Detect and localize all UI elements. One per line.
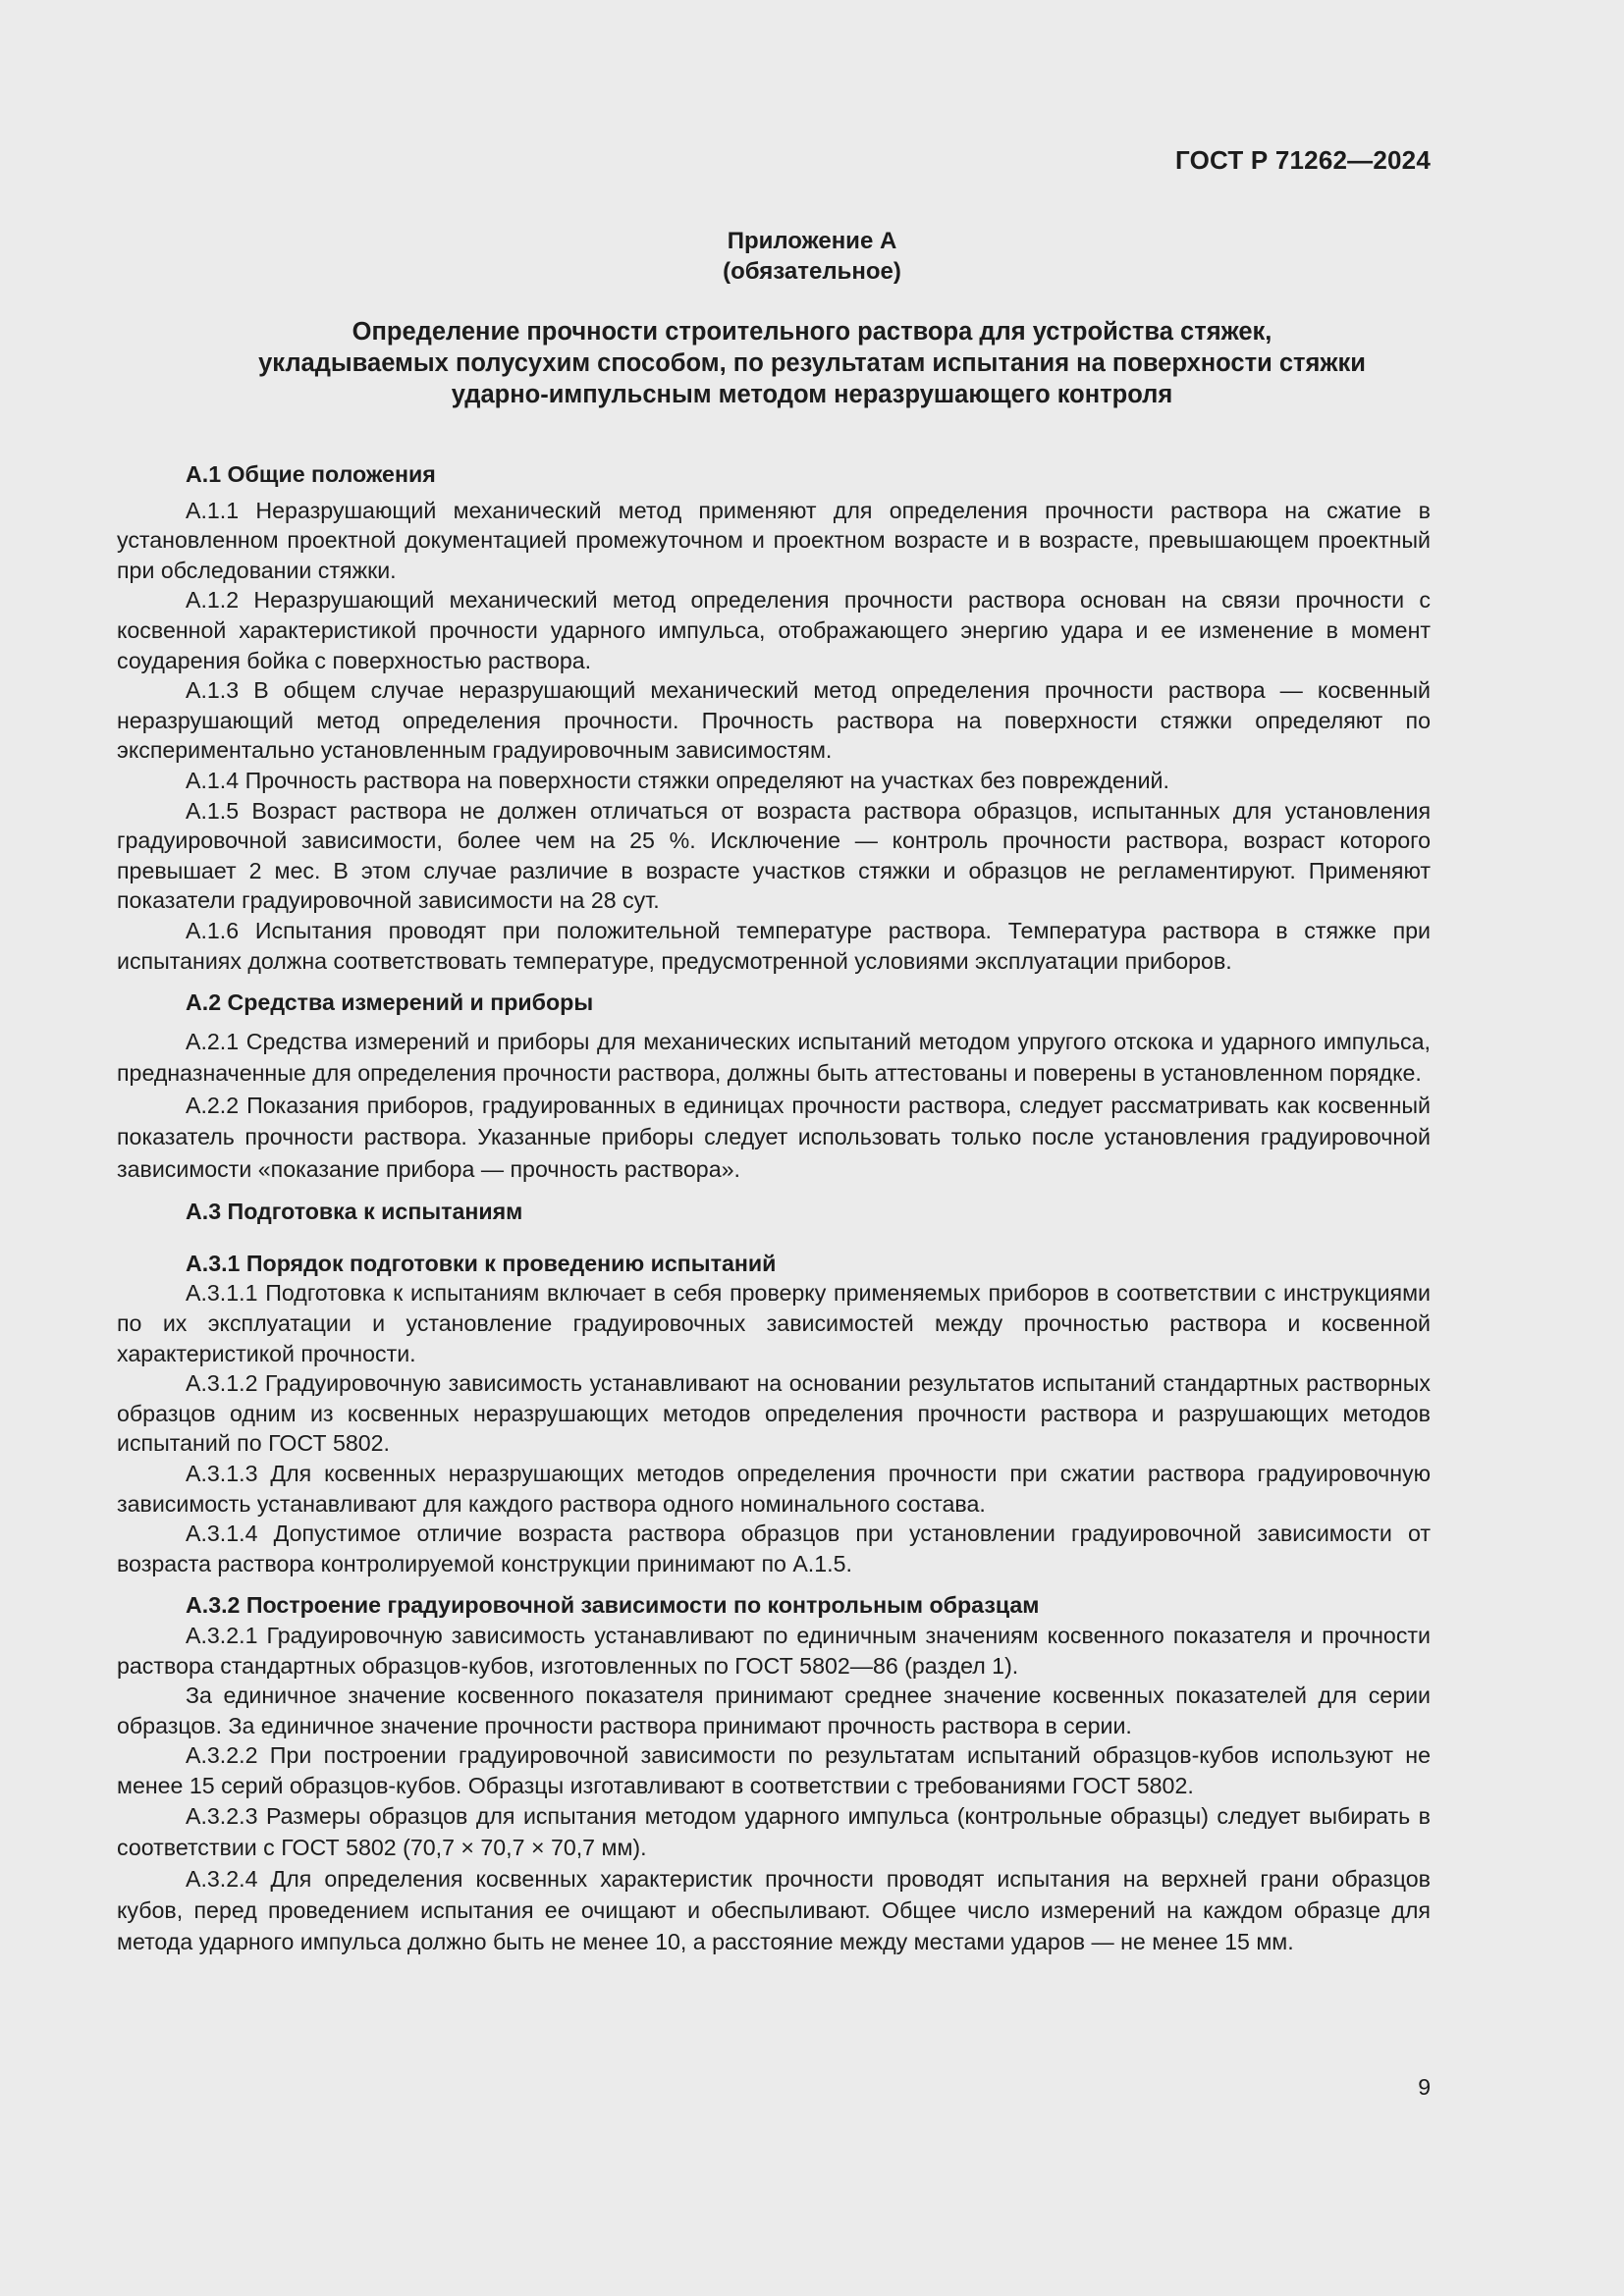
paragraph-a3-1-2: А.3.1.2 Градуировочную зависимость устанавливают на основании результатов испытаний стандартных растворных образцов одним из косвенных неразрушающих методов определения прочности раствора и разрушающих методов испытаний по ГОСТ 5802. — [117, 1370, 1431, 1457]
section-heading-a1: А.1 Общие положения — [186, 461, 436, 487]
paragraph-a3-2-1: А.3.2.1 Градуировочную зависимость устанавливают по единичным значениям косвенного показателя и прочности раствора стандартных образцов-кубов, изготовленных по ГОСТ 5802—86 (раздел 1). — [117, 1622, 1431, 1679]
paragraph-a2-1: А.2.1 Средства измерений и приборы для механических испытаний методом упругого отскока и ударного импульса, предназначенные для определения прочности раствора, должны быть аттестованы и поверены в установленном порядке. — [117, 1028, 1431, 1087]
section-heading-a2: А.2 Средства измерений и приборы — [186, 989, 594, 1016]
paragraph-a3-2-4: А.3.2.4 Для определения косвенных характеристик прочности проводят испытания на верхней грани образцов кубов, перед проведением испытания ее очищают и обеспыливают. Общее число измерений на каждом образце для метода ударного импульса должно быть не менее 10, а расстояние между местами ударов — не менее 15 мм. — [117, 1866, 1431, 1955]
paragraph-a3-1-4: А.3.1.4 Допустимое отличие возраста раствора образцов при установлении градуировочной зависимости от возраста раствора контролируемой конструкции принимают по А.1.5. — [117, 1521, 1431, 1576]
title-line: укладываемых полусухим способом, по результатам испытания на поверхности стяжки — [258, 349, 1366, 377]
paragraph-a3-1-3: А.3.1.3 Для косвенных неразрушающих методов определения прочности при сжатии раствора градуировочную зависимость устанавливают для каждого раствора одного номинального состава. — [117, 1460, 1431, 1517]
appendix-heading — [0, 226, 1624, 287]
paragraph-a1-1: А.1.1 Неразрушающий механический метод применяют для определения прочности раствора на сжатие в установленном проектной документацией промежуточном и проектном возрасте и в возрасте, превышающем проектный при обследовании стяжки. — [117, 497, 1431, 583]
paragraph-a2-2: А.2.2 Показания приборов, градуированных в единицах прочности раствора, следует рассматривать как косвенный показатель прочности раствора. Указанные приборы следует использовать только после установления градуировочной зависимости «показание прибора — прочность раствора». — [117, 1092, 1431, 1182]
paragraph-a3-1-1: А.3.1.1 Подготовка к испытаниям включает в себя проверку применяемых приборов в соответствии с инструкциями по их эксплуатации и установление градуировочных зависимостей между прочностью раствора и косвенной характеристикой прочности. — [117, 1280, 1431, 1366]
page-number: 9 — [1418, 2074, 1431, 2100]
paragraph-a1-5: А.1.5 Возраст раствора не должен отличаться от возраста раствора образцов, испытанных для установления градуировочной зависимости, более чем на 25 %. Исключение — контроль прочности раствора, возраст которого превышает 2 мес. В этом случае различие в возрасте участков стяжки и образцов не регламентируют. Применяют показатели градуировочной зависимости на 28 сут. — [117, 797, 1431, 914]
paragraph-a3-2-2: А.3.2.2 При построении градуировочной зависимости по результатам испытаний образцов-кубов используют не менее 15 серий образцов-кубов. Образцы изготавливают в соответствии с требованиями ГОСТ 5802. — [117, 1742, 1431, 1798]
title-line: Определение прочности строительного раствора для устройства стяжек, — [352, 318, 1272, 346]
paragraph-a1-2: А.1.2 Неразрушающий механический метод определения прочности раствора основан на связи прочности с косвенной характеристикой прочности ударного импульса, отображающего энергию удара и ее изменение в момент соударения бойка с поверхностью раствора. — [117, 587, 1431, 673]
appendix-label: Приложение А — [727, 228, 897, 254]
document-code: ГОСТ Р 71262—2024 — [1175, 145, 1431, 175]
paragraph-a3-2-3: А.3.2.3 Размеры образцов для испытания методом ударного импульса (контрольные образцы) следует выбирать в соответствии с ГОСТ 5802 (70,7 × 70,7 × 70,7 мм). — [117, 1803, 1431, 1861]
title-line: ударно-импульсным методом неразрушающего контроля — [451, 381, 1173, 408]
section-heading-a3: А.3 Подготовка к испытаниям — [186, 1199, 523, 1225]
paragraph-a3-2-1-note: За единичное значение косвенного показателя принимают среднее значение косвенных показателей для серии образцов. За единичное значение прочности раствора принимают прочность раствора в серии. — [117, 1682, 1431, 1738]
paragraph-a1-6: А.1.6 Испытания проводят при положительной температуре раствора. Температура раствора в стяжке при испытаниях должна соответствовать температуре, предусмотренной условиями эксплуатации приборов. — [117, 917, 1431, 974]
appendix-title — [147, 316, 1477, 410]
appendix-status: (обязательное) — [723, 258, 901, 285]
subsection-heading-a3-2: А.3.2 Построение градуировочной зависимости по контрольным образцам — [186, 1592, 1040, 1619]
document-body — [117, 459, 1431, 1957]
paragraph-a1-4: А.1.4 Прочность раствора на поверхности стяжки определяют на участках без повреждений. — [186, 767, 1169, 793]
paragraph-a1-3: А.1.3 В общем случае неразрушающий механический метод определения прочности раствора — косвенный неразрушающий метод определения прочности. Прочность раствора на поверхности стяжки определяют по экспериментально установленным градуировочным зависимостям. — [117, 677, 1431, 764]
subsection-heading-a3-1: А.3.1 Порядок подготовки к проведению испытаний — [186, 1250, 777, 1276]
